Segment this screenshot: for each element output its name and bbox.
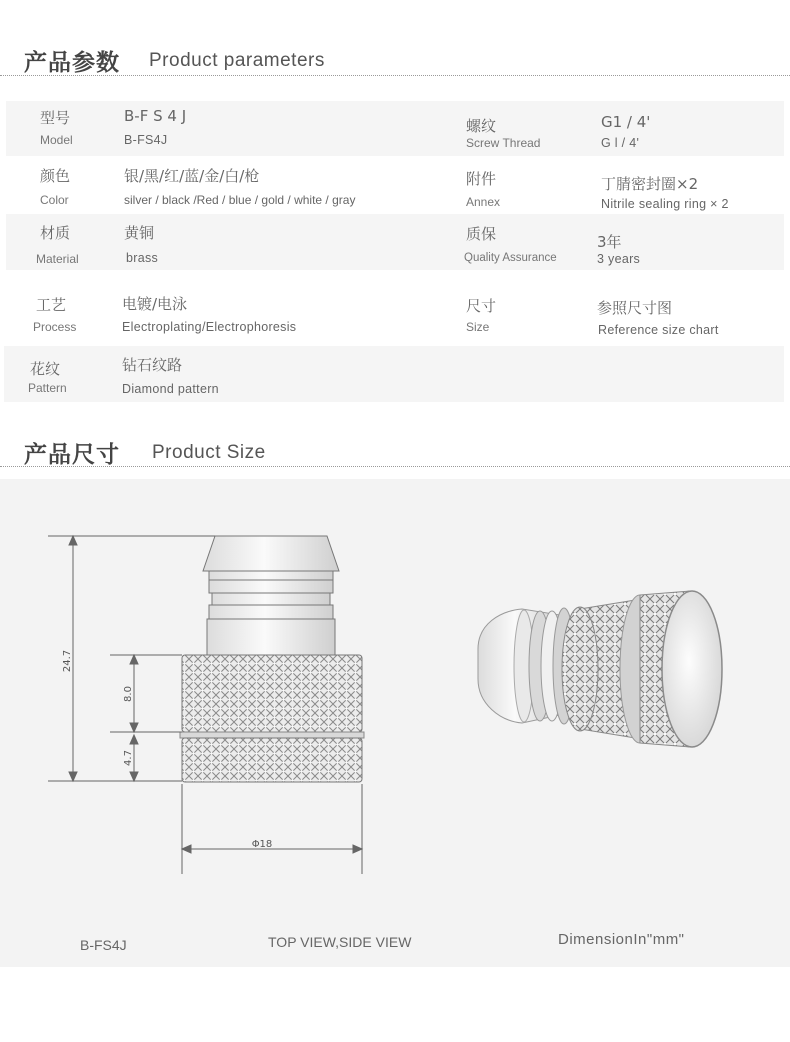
- param-label-en: Annex: [466, 195, 501, 209]
- dim-knurl-upper: 8.0: [123, 686, 134, 702]
- params-divider: [0, 75, 790, 76]
- caption-model: B-FS4J: [80, 937, 127, 953]
- param-label-cn: 花纹: [30, 360, 61, 378]
- param-label-en: Material: [36, 252, 79, 266]
- product-drawing-area: [0, 479, 790, 967]
- param-label-cn: 尺寸: [466, 297, 497, 315]
- param-value-en: 3 years: [597, 252, 641, 266]
- size-title-cn: 产品尺寸: [24, 442, 120, 468]
- params-title-cn: 产品参数: [24, 50, 120, 76]
- param-label-en: Model: [40, 133, 73, 147]
- param-label-en: Size: [466, 320, 490, 334]
- param-row-process: [6, 285, 784, 341]
- dim-diameter: Φ18: [251, 839, 273, 850]
- param-value-en: Diamond pattern: [122, 382, 219, 396]
- params-title-en: Product parameters: [149, 50, 325, 71]
- param-value-cn: 3年: [597, 233, 622, 251]
- param-value-en: silver / black /Red / blue / gold / white / gray: [124, 193, 356, 207]
- param-row-model: [6, 101, 784, 156]
- param-value-cn: 参照尺寸图: [597, 299, 673, 317]
- param-row-color: [6, 158, 784, 213]
- param-label-en: Process: [33, 320, 77, 334]
- param-value-cn: 丁腈密封圈×2: [601, 175, 699, 193]
- param-label-cn: 工艺: [36, 296, 67, 314]
- param-value-en: Nitrile sealing ring × 2: [601, 197, 729, 211]
- param-value-cn: 电镀/电泳: [122, 295, 188, 313]
- dim-knurl-lower: 4.7: [123, 750, 134, 766]
- param-value-cn: 银/黑/红/蓝/金/白/枪: [124, 167, 260, 185]
- param-value-en: Reference size chart: [598, 323, 719, 337]
- param-label-cn: 颜色: [40, 167, 71, 185]
- size-title-en: Product Size: [152, 442, 266, 463]
- front-view-drawing: [180, 536, 364, 782]
- dim-total-height: 24.7: [62, 649, 73, 673]
- param-row-material: [6, 214, 784, 270]
- param-label-en: Color: [40, 193, 69, 207]
- param-value-cn: 钻石纹路: [122, 356, 183, 374]
- param-label-en: Quality Assurance: [464, 252, 557, 264]
- param-label-cn: 型号: [40, 109, 71, 127]
- param-label-cn: 材质: [40, 224, 71, 242]
- param-value-cn: B-F S 4 J: [124, 107, 187, 125]
- param-label-cn: 附件: [466, 170, 497, 188]
- param-value-cn: 黄铜: [124, 224, 155, 242]
- param-label-cn: 质保: [466, 225, 497, 243]
- size-divider: [0, 466, 790, 467]
- param-value-en: B-FS4J: [124, 133, 168, 147]
- param-value-en: brass: [126, 251, 159, 265]
- param-label-en: Screw Thread: [466, 136, 541, 150]
- param-value-cn: G1 / 4': [601, 113, 651, 131]
- param-row-pattern: [4, 346, 784, 402]
- param-label-en: Pattern: [28, 381, 67, 395]
- param-value-en: G l / 4': [601, 136, 640, 150]
- caption-units: DimensionIn"mm": [558, 931, 685, 948]
- side-view-render: [478, 591, 722, 747]
- caption-views: TOP VIEW,SIDE VIEW: [268, 934, 412, 950]
- param-value-en: Electroplating/Electrophoresis: [122, 320, 297, 334]
- product-drawing: [0, 479, 790, 967]
- param-label-cn: 螺纹: [466, 117, 497, 135]
